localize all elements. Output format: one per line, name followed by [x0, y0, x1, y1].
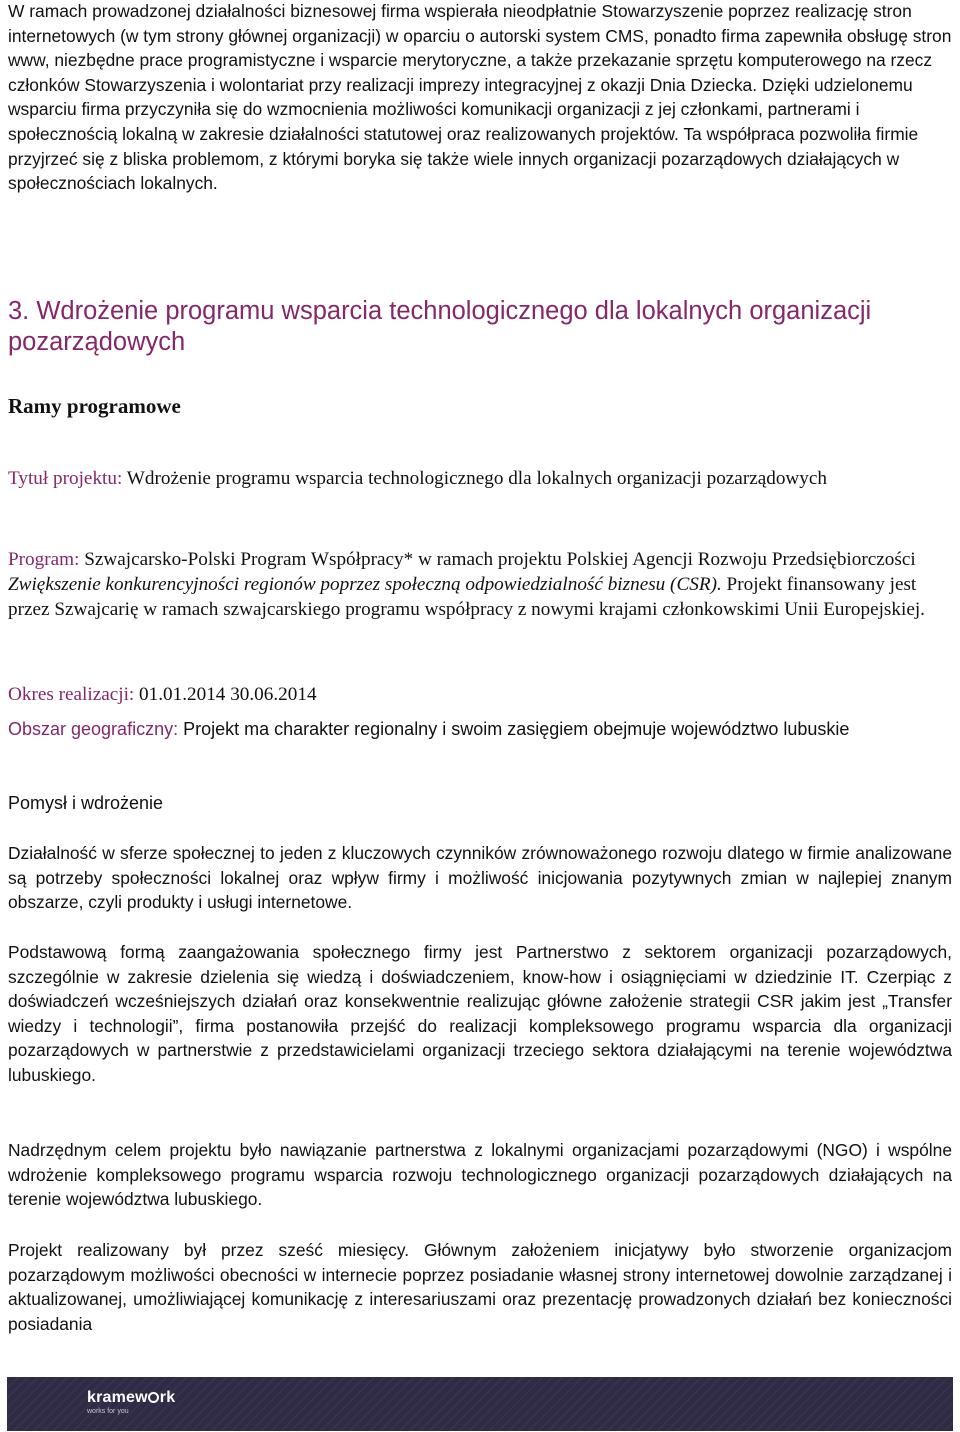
period-value: 01.01.2014 30.06.2014: [134, 684, 317, 706]
kramework-logo: [87, 1389, 175, 1407]
pomysl-heading: Pomysł i wdrożenie: [8, 793, 164, 813]
ramy-programowe-heading: Ramy programowe: [8, 394, 181, 418]
geo-label: Obszar geograficzny:: [8, 719, 179, 739]
geo-field: [8, 717, 952, 742]
footer-banner: [7, 1377, 953, 1431]
section-title: 3. Wdrożenie programu wsparcia technologicznego dla lokalnych organizacji pozarządowych: [8, 297, 872, 356]
period-field: [8, 683, 317, 708]
program-label: Program:: [8, 549, 80, 571]
program-field: [8, 548, 952, 622]
logo-o-icon: [148, 1392, 159, 1403]
project-title-label: Tytuł projektu:: [8, 468, 123, 490]
period-label: Okres realizacji:: [8, 684, 135, 706]
geo-value: Projekt ma charakter regionalny i swoim zasięgiem obejmuje województwo lubuskie: [178, 719, 850, 739]
body-paragraph-3: Nadrzędnym celem projektu było nawiązanie partnerstwa z lokalnymi organizacjami pozarządowymi (NGO) i wspólne wdrożenie kompleksowego programu wsparcia rozwoju technologicznego organizacji pozarządowych działających na terenie województwa lubuskiego.: [8, 1140, 952, 1210]
project-title-field: [8, 467, 952, 492]
logo-tagline: works for you: [87, 1408, 129, 1415]
logo-text-start: kramew: [87, 1389, 148, 1406]
logo-text-end: rk: [159, 1389, 176, 1406]
body-paragraph-2: Podstawową formą zaangażowania społecznego firmy jest Partnerstwo z sektorem organizacji pozarządowych, szczególnie w zakresie dzielenia się wiedzą i doświadczeniem, know-how i osiągnięciami w dziedzinie IT. Czerpiąc z doświadczeń wcześniejszych działań oraz konsekwentnie realizując główne założenie strategii CSR jakim jest „Transfer wiedzy i technologii”, firma postanowiła przejść do realizacji kompleksowego programu wsparcia dla organizacji pozarządowych w partnerstwie z przedstawicielami organizacji trzeciego sektora działającymi na terenie województwa lubuskiego.: [8, 942, 952, 1085]
body-paragraph-1: Działalność w sferze społecznej to jeden z kluczowych czynników zrównoważonego rozwoju dlatego w firmie analizowane są potrzeby społeczności lokalnej oraz wpływ firmy i możliwość inicjowania pozytywnych zmian w najlepiej znanym obszarze, czyli produkty i usługi internetowe.: [8, 843, 952, 913]
program-value-2: Projekt finansowany jest przez Szwajcarię w ramach szwajcarskiego programu współpracy z nowymi krajami członkowskimi Unii Europejskiej.: [8, 573, 925, 620]
intro-paragraph: W ramach prowadzonej działalności biznesowej firma wspierała nieodpłatnie Stowarzyszenie poprzez realizację stron internetowych (w tym strony głównej organizacji) w oparciu o autorski system CMS, ponadto firma zapewniła obsługę stron www, niezbędne prace programistyczne i wsparcie merytoryczne, a także przekazanie sprzętu komputerowego na rzecz członków Stowarzyszenia i wolontariat przy realizacji imprezy integracyjnej z okazji Dnia Dziecka. Dzięki udzielonemu wsparciu firma przyczyniła się do wzmocnienia możliwości komunikacji organizacji z jej członkami, partnerami i społecznością lokalną w zakresie działalności statutowej oraz realizowanych projektów. Ta współpraca pozwoliła firmie przyjrzeć się z bliska problemom, z którymi boryka się także wiele innych organizacji pozarządowych działających w społecznościach lokalnych.: [8, 1, 952, 194]
program-value-1: Szwajcarsko-Polski Program Współpracy* w ramach projektu Polskiej Agencji Rozwoju Przedsiębiorczości: [79, 549, 916, 571]
program-italic-name: Zwiększenie konkurencyjności regionów poprzez społeczną odpowiedzialność biznesu (CSR).: [8, 573, 722, 595]
project-title-value: Wdrożenie programu wsparcia technologicznego dla lokalnych organizacji pozarządowych: [122, 468, 827, 490]
body-paragraph-4: Projekt realizowany był przez sześć miesięcy. Głównym założeniem inicjatywy było stworzenie organizacjom pozarządowym możliwości obecności w internecie poprzez posiadanie własnej strony internetowej dowolnie zarządzanej i aktualizowanej, umożliwiającej komunikację z interesariuszami oraz prezentację prowadzonych działań bez konieczności posiadania: [8, 1240, 952, 1334]
